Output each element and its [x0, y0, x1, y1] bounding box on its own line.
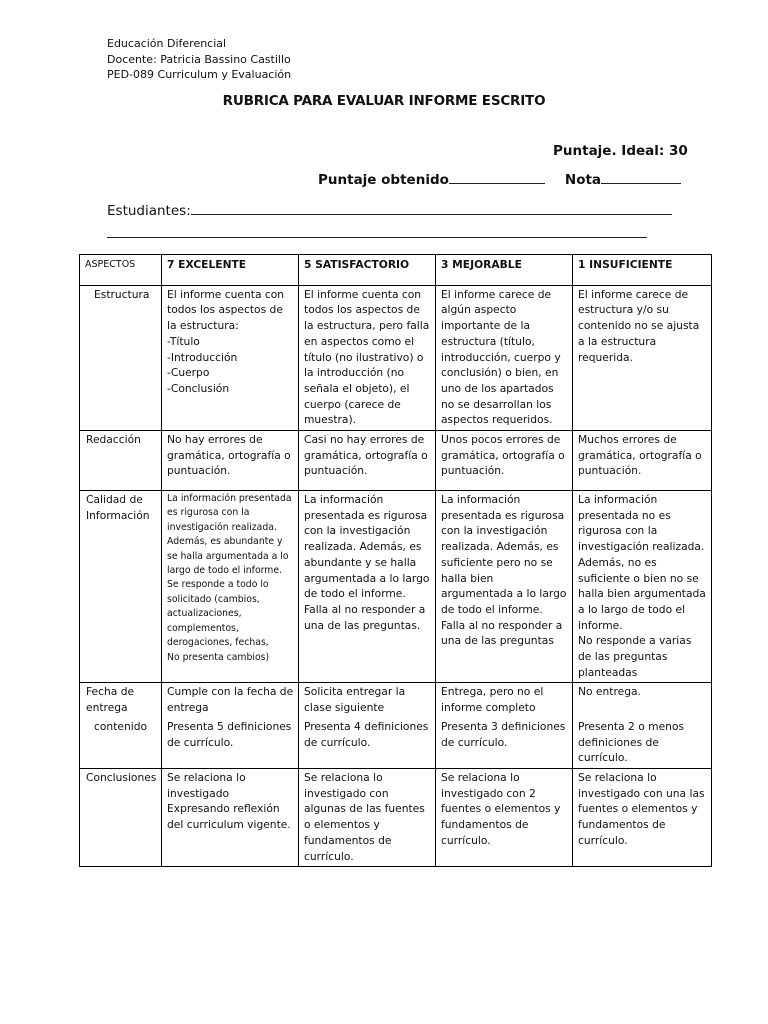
criteria-cell: La información presentada es rigurosa con la investigación realizada. Además, es abundante y se halla argumentada a lo largo de todo el informe. Se responde a todo lo solicitado (cambios, actualizaciones, complementos, derogaciones, fechas, No presenta cambios): [162, 491, 299, 683]
criteria-cell: Se relaciona lo investigado con una las fuentes o elementos y fundamentos de currículo.: [573, 768, 712, 866]
criteria-cell: Solicita entregar la clase siguiente: [299, 683, 436, 718]
obtained-score-blank[interactable]: [449, 183, 545, 184]
aspect-cell: Redacción: [80, 431, 162, 491]
nota-label: Nota: [564, 172, 602, 188]
obtained-score-label: Puntaje obtenido: [318, 172, 449, 188]
aspect-cell: Calidad de Información: [80, 491, 162, 683]
nota-blank[interactable]: [601, 183, 681, 184]
aspect-cell: Conclusiones: [80, 768, 162, 866]
header-mejorable: 3 MEJORABLE: [436, 255, 573, 286]
students-label: Estudiantes:: [107, 203, 191, 219]
criteria-cell: La información presentada es rigurosa con la investigación realizada. Además, es suficiente pero no se halla bien argumentada a lo largo de todo el informe. Falla al no responder a una de las preguntas: [436, 491, 573, 683]
score-row: [318, 172, 681, 188]
header-excelente: 7 EXCELENTE: [162, 255, 299, 286]
table-row: [80, 718, 712, 769]
criteria-cell: Unos pocos errores de gramática, ortografía o puntuación.: [436, 431, 573, 491]
criteria-cell: Presenta 2 o menos definiciones de currículo.: [573, 718, 712, 769]
criteria-cell: El informe carece de estructura y/o su contenido no se ajusta a la estructura requerida.: [573, 285, 712, 430]
course-header: [107, 36, 291, 83]
header-aspectos: ASPECTOS: [80, 255, 162, 286]
document-title: RUBRICA PARA EVALUAR INFORME ESCRITO: [222, 93, 546, 109]
table-row: [80, 431, 712, 491]
table-header-row: [80, 255, 712, 286]
table-row: [80, 491, 712, 683]
table-row: [80, 683, 712, 718]
header-insuficiente: 1 INSUFICIENTE: [573, 255, 712, 286]
criteria-cell: Casi no hay errores de gramática, ortografía o puntuación.: [299, 431, 436, 491]
students-blank-line-2[interactable]: [107, 237, 647, 238]
rubric-table: [79, 254, 712, 867]
aspect-cell: contenido: [80, 718, 162, 769]
criteria-cell: No hay errores de gramática, ortografía o puntuación.: [162, 431, 299, 491]
course-code: PED-089 Curriculum y Evaluación: [107, 68, 292, 81]
aspect-cell: Estructura: [80, 285, 162, 430]
criteria-cell: Muchos errores de gramática, ortografía o puntuación.: [573, 431, 712, 491]
criteria-cell: La información presentada no es rigurosa con la investigación realizada. Además, no es suficiente o bien no se halla bien argumentada a lo largo de todo el informe. No responde a varias de las preguntas planteadas: [573, 491, 712, 683]
aspect-cell: Fecha de entrega: [80, 683, 162, 718]
criteria-cell: Presenta 5 definiciones de currículo.: [162, 718, 299, 769]
criteria-cell: Presenta 4 definiciones de currículo.: [299, 718, 436, 769]
students-blank[interactable]: [191, 214, 672, 215]
criteria-cell: Se relaciona lo investigado Expresando reflexión del curriculum vigente.: [162, 768, 299, 866]
criteria-cell: La información presentada es rigurosa con la investigación realizada. Además, es abundante y se halla argumentada a lo largo de todo el informe. Falla al no responder a una de las preguntas.: [299, 491, 436, 683]
criteria-cell: Presenta 3 definiciones de currículo.: [436, 718, 573, 769]
ideal-score: Puntaje. Ideal: 30: [553, 143, 688, 159]
criteria-cell: Entrega, pero no el informe completo: [436, 683, 573, 718]
criteria-cell: Se relaciona lo investigado con algunas de las fuentes o elementos y fundamentos de currículo.: [299, 768, 436, 866]
header-satisfactorio: 5 SATISFACTORIO: [299, 255, 436, 286]
criteria-cell: Cumple con la fecha de entrega: [162, 683, 299, 718]
program-name: Educación Diferencial: [107, 37, 227, 50]
criteria-cell: El informe cuenta con todos los aspectos de la estructura, pero falla en aspectos como el título (no ilustrativo) o la introducción (no señala el objeto), el cuerpo (carece de muestra).: [299, 285, 436, 430]
table-row: [80, 285, 712, 430]
criteria-cell: Se relaciona lo investigado con 2 fuentes o elementos y fundamentos de currículo.: [436, 768, 573, 866]
criteria-cell: No entrega.: [573, 683, 712, 718]
students-field: [107, 203, 672, 219]
table-row: [80, 768, 712, 866]
criteria-cell: El informe carece de algún aspecto importante de la estructura (título, introducción, cuerpo y conclusión) o bien, en uno de los apartados no se desarrollan los aspectos requeridos.: [436, 285, 573, 430]
criteria-cell: El informe cuenta con todos los aspectos de la estructura: -Título -Introducción -Cuerpo -Conclusión: [162, 285, 299, 430]
teacher-name: Docente: Patricia Bassino Castillo: [107, 52, 291, 66]
